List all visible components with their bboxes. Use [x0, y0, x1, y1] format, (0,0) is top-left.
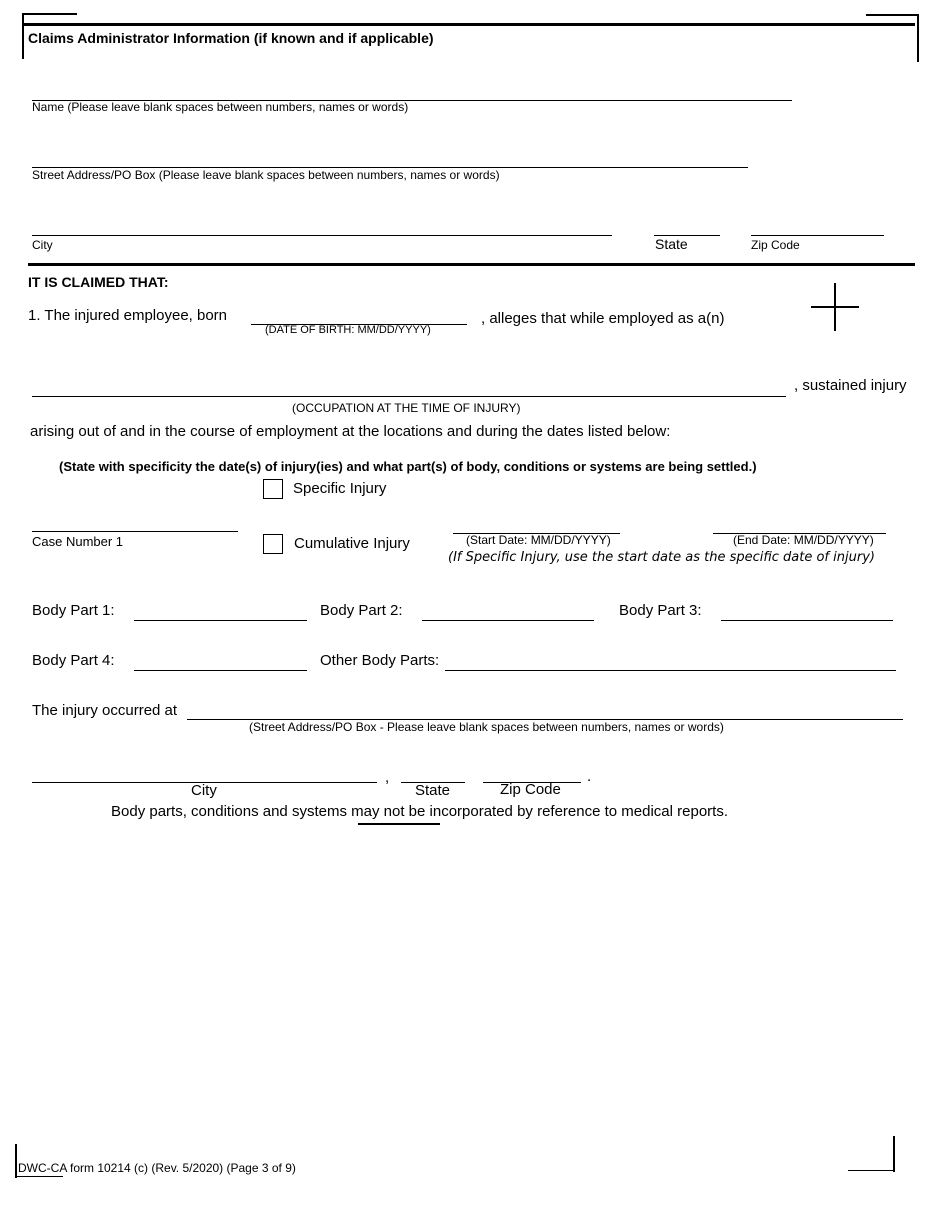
arising-text: arising out of and in the course of employment at the locations and during the dates listed below: [30, 423, 671, 440]
injury-occurred-label: The injury occurred at [32, 702, 178, 719]
city-comma: , [385, 769, 390, 786]
body-part3-input[interactable] [721, 602, 897, 622]
notice-emphasis: may not be [351, 803, 430, 820]
alleges-text: , alleges that while employed as a(n) [481, 310, 725, 327]
admin-state-label: State [655, 236, 688, 252]
medical-reports-notice [111, 804, 728, 819]
footer-left-tick [15, 1176, 63, 1177]
injury-state-input[interactable] [401, 764, 469, 784]
frame-top-left-tick [22, 13, 77, 15]
injury-state-label: State [415, 782, 451, 799]
admin-name-label: Name (Please leave blank spaces between numbers, names or words) [32, 100, 409, 114]
notice-after: incorporated by reference to medical reports. [429, 803, 728, 820]
admin-city-input[interactable] [32, 217, 616, 237]
footer-right-edge [893, 1136, 895, 1172]
section-title: Claims Administrator Information (if known and if applicable) [28, 30, 434, 46]
notice-emphasis-underline [358, 823, 440, 825]
specific-injury-label: Specific Injury [293, 480, 387, 497]
start-date-input[interactable] [453, 515, 624, 535]
body-part1-label: Body Part 1: [32, 602, 115, 619]
body-part3-label: Body Part 3: [619, 602, 702, 619]
start-date-caption: (Start Date: MM/DD/YYYY) [466, 533, 611, 547]
sustained-text: , sustained injury [794, 377, 907, 394]
frame-left-edge [22, 13, 24, 59]
injury-zip-label: Zip Code [500, 781, 561, 798]
admin-name-input[interactable] [32, 82, 796, 102]
dob-caption: (DATE OF BIRTH: MM/DD/YYYY) [265, 324, 431, 336]
zip-period: . [587, 768, 592, 785]
claim-item1-prefix: 1. The injured employee, born [28, 307, 228, 324]
footer-right-tick [848, 1170, 895, 1171]
admin-street-label: Street Address/PO Box (Please leave blank spaces between numbers, names or words) [32, 168, 500, 182]
footer-left-edge [15, 1144, 17, 1178]
claim-heading: IT IS CLAIMED THAT: [28, 274, 169, 290]
cumulative-injury-label: Cumulative Injury [294, 535, 410, 552]
notice-before: Body parts, conditions and systems [111, 803, 352, 820]
body-part2-input[interactable] [422, 602, 598, 622]
specific-injury-checkbox[interactable] [263, 479, 283, 499]
form-footer-id: DWC-CA form 10214 (c) (Rev. 5/2020) (Page 3 of 9) [18, 1161, 296, 1175]
frame-top-right-tick [866, 14, 919, 16]
cumulative-injury-checkbox[interactable] [263, 534, 283, 554]
end-date-caption: (End Date: MM/DD/YYYY) [733, 533, 874, 547]
admin-street-input[interactable] [32, 149, 752, 169]
case-number-label: Case Number 1 [32, 534, 124, 549]
injury-city-label: City [191, 782, 217, 799]
admin-zip-input[interactable] [751, 217, 888, 237]
body-part4-label: Body Part 4: [32, 652, 115, 669]
crosshair-vertical [834, 283, 836, 331]
injury-street-caption: (Street Address/PO Box - Please leave blank spaces between numbers, names or words) [249, 720, 724, 734]
case-number-input[interactable] [32, 513, 242, 533]
body-part4-input[interactable] [134, 652, 311, 672]
occupation-input[interactable] [32, 378, 790, 398]
admin-city-label: City [32, 238, 53, 252]
other-body-parts-input[interactable] [445, 652, 900, 672]
occupation-caption: (OCCUPATION AT THE TIME OF INJURY) [292, 401, 521, 415]
section-divider [28, 263, 915, 266]
injury-city-input[interactable] [32, 764, 381, 784]
injury-street-input[interactable] [187, 701, 907, 721]
frame-top-rule [22, 23, 915, 26]
admin-state-input[interactable] [654, 217, 724, 237]
end-date-input[interactable] [713, 515, 890, 535]
body-part2-label: Body Part 2: [320, 602, 403, 619]
specificity-note: (State with specificity the date(s) of injury(ies) and what part(s) of body, conditions or systems are being settled.) [59, 459, 757, 474]
specific-injury-note: (If Specific Injury, use the start date as the specific date of injury) [448, 550, 875, 565]
frame-right-edge [917, 14, 919, 62]
other-body-parts-label: Other Body Parts: [320, 652, 440, 669]
body-part1-input[interactable] [134, 602, 311, 622]
admin-zip-label: Zip Code [751, 238, 800, 252]
dob-input[interactable] [251, 306, 471, 326]
